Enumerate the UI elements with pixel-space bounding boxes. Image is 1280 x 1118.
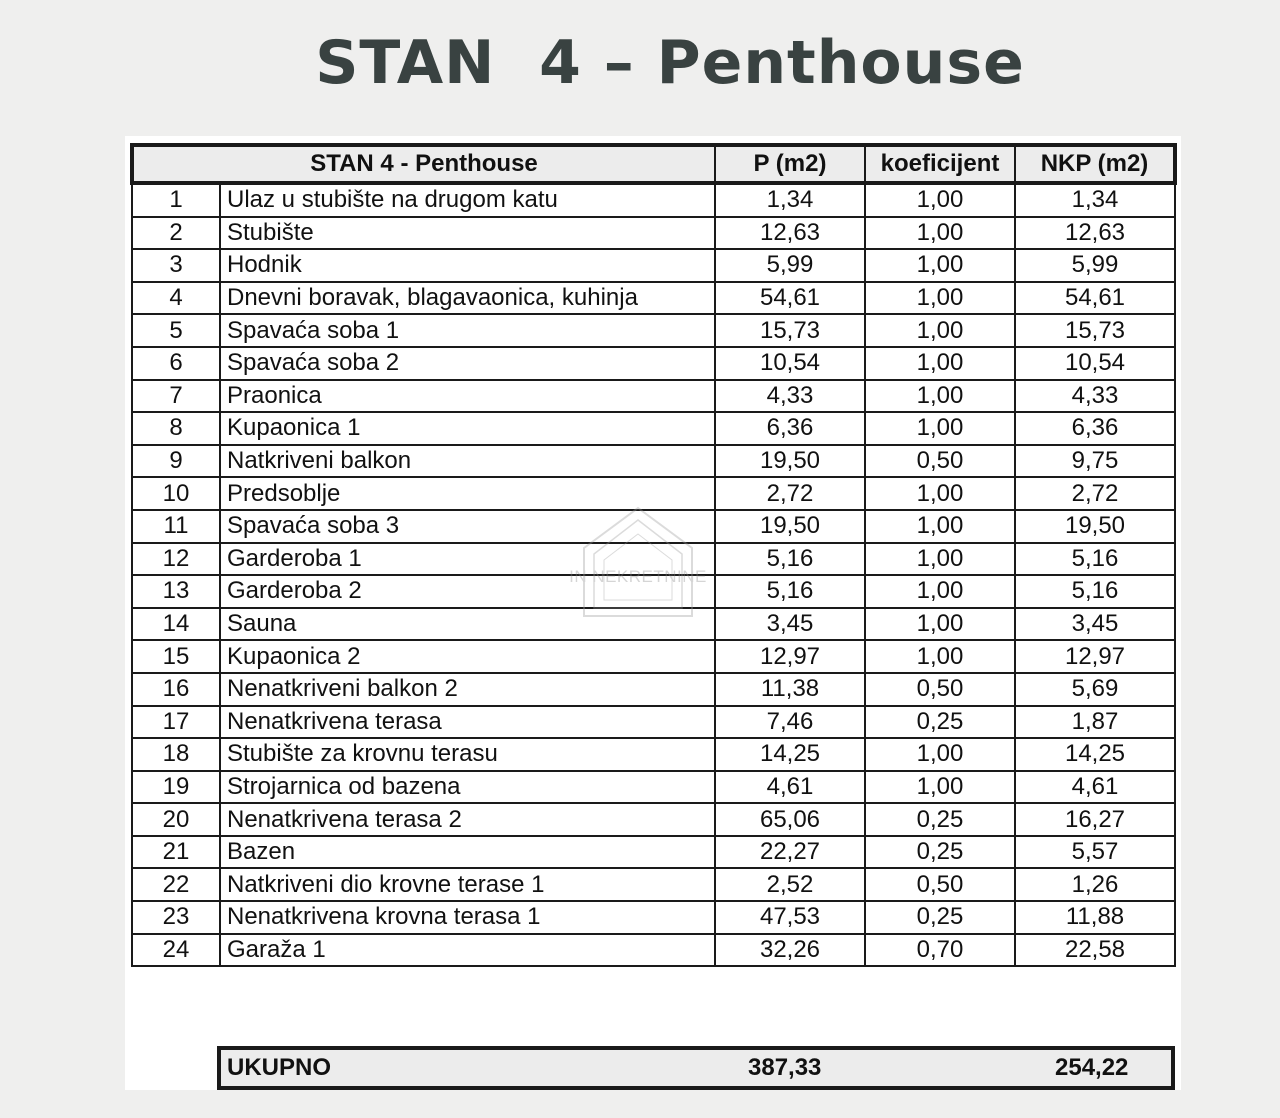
room-area: 19,50: [715, 445, 865, 478]
room-coefficient: 1,00: [865, 249, 1015, 282]
room-net-area: 5,16: [1015, 543, 1175, 576]
row-number: 16: [132, 673, 220, 706]
room-area: 22,27: [715, 836, 865, 869]
room-net-area: 6,36: [1015, 412, 1175, 445]
room-name: Kupaonica 1: [220, 412, 715, 445]
room-net-area: 11,88: [1015, 901, 1175, 934]
table-row: [132, 412, 1175, 445]
room-coefficient: 1,00: [865, 640, 1015, 673]
row-number: 15: [132, 640, 220, 673]
room-coefficient: 0,50: [865, 868, 1015, 901]
room-net-area: 1,34: [1015, 183, 1175, 217]
room-net-area: 15,73: [1015, 314, 1175, 347]
total-label: UKUPNO: [227, 1054, 332, 1081]
room-coefficient: 1,00: [865, 510, 1015, 543]
room-net-area: 5,99: [1015, 249, 1175, 282]
room-area: 1,34: [715, 183, 865, 217]
table-row: [132, 347, 1175, 380]
room-net-area: 4,33: [1015, 380, 1175, 413]
room-area: 12,63: [715, 217, 865, 250]
row-number: 17: [132, 706, 220, 739]
room-area: 54,61: [715, 282, 865, 315]
row-number: 4: [132, 282, 220, 315]
row-number: 13: [132, 575, 220, 608]
header-area: P (m2): [715, 145, 865, 183]
room-name: Dnevni boravak, blagavaonica, kuhinja: [220, 282, 715, 315]
row-number: 20: [132, 803, 220, 836]
total-row: [217, 1046, 1175, 1090]
header-apartment: STAN 4 - Penthouse: [132, 145, 715, 183]
row-number: 11: [132, 510, 220, 543]
table-row: [132, 183, 1175, 217]
room-net-area: 54,61: [1015, 282, 1175, 315]
table-row: [132, 380, 1175, 413]
room-coefficient: 1,00: [865, 217, 1015, 250]
room-name: Nenatkrivena terasa: [220, 706, 715, 739]
room-area: 10,54: [715, 347, 865, 380]
room-coefficient: 1,00: [865, 347, 1015, 380]
room-coefficient: 1,00: [865, 412, 1015, 445]
row-number: 19: [132, 771, 220, 804]
room-net-area: 14,25: [1015, 738, 1175, 771]
room-name: Predsoblje: [220, 477, 715, 510]
room-name: Garaža 1: [220, 934, 715, 967]
room-name: Ulaz u stubište na drugom katu: [220, 183, 715, 217]
room-name: Spavaća soba 2: [220, 347, 715, 380]
table-row: [132, 706, 1175, 739]
table-row: [132, 314, 1175, 347]
room-name: Sauna: [220, 608, 715, 641]
room-name: Spavaća soba 1: [220, 314, 715, 347]
room-area: 3,45: [715, 608, 865, 641]
room-name: Garderoba 1: [220, 543, 715, 576]
room-coefficient: 1,00: [865, 477, 1015, 510]
room-area: 12,97: [715, 640, 865, 673]
room-net-area: 16,27: [1015, 803, 1175, 836]
room-area: 4,61: [715, 771, 865, 804]
room-coefficient: 0,70: [865, 934, 1015, 967]
room-coefficient: 0,25: [865, 836, 1015, 869]
room-name: Kupaonica 2: [220, 640, 715, 673]
room-area: 2,72: [715, 477, 865, 510]
row-number: 6: [132, 347, 220, 380]
room-net-area: 19,50: [1015, 510, 1175, 543]
row-number: 8: [132, 412, 220, 445]
room-area: 7,46: [715, 706, 865, 739]
room-area: 6,36: [715, 412, 865, 445]
table-row: [132, 868, 1175, 901]
room-net-area: 5,69: [1015, 673, 1175, 706]
room-net-area: 1,87: [1015, 706, 1175, 739]
room-area: 19,50: [715, 510, 865, 543]
room-name: Nenatkrivena krovna terasa 1: [220, 901, 715, 934]
table-row: [132, 803, 1175, 836]
row-number: 1: [132, 183, 220, 217]
room-name: Hodnik: [220, 249, 715, 282]
room-area: 15,73: [715, 314, 865, 347]
table-row: [132, 901, 1175, 934]
table-row: [132, 738, 1175, 771]
table-row: [132, 575, 1175, 608]
table-row: [132, 249, 1175, 282]
room-net-area: 10,54: [1015, 347, 1175, 380]
table-row: [132, 836, 1175, 869]
row-number: 22: [132, 868, 220, 901]
room-coefficient: 1,00: [865, 738, 1015, 771]
room-name: Strojarnica od bazena: [220, 771, 715, 804]
room-coefficient: 1,00: [865, 608, 1015, 641]
room-name: Garderoba 2: [220, 575, 715, 608]
table-row: [132, 543, 1175, 576]
row-number: 7: [132, 380, 220, 413]
room-name: Natkriveni balkon: [220, 445, 715, 478]
row-number: 21: [132, 836, 220, 869]
room-name: Nenatkriveni balkon 2: [220, 673, 715, 706]
room-net-area: 1,26: [1015, 868, 1175, 901]
room-net-area: 12,97: [1015, 640, 1175, 673]
room-coefficient: 0,50: [865, 673, 1015, 706]
room-area: 2,52: [715, 868, 865, 901]
room-coefficient: 1,00: [865, 282, 1015, 315]
room-name: Nenatkrivena terasa 2: [220, 803, 715, 836]
room-net-area: 5,57: [1015, 836, 1175, 869]
row-number: 2: [132, 217, 220, 250]
room-net-area: 5,16: [1015, 575, 1175, 608]
table-header-row: [132, 145, 1175, 183]
row-number: 10: [132, 477, 220, 510]
room-name: Stubište: [220, 217, 715, 250]
header-coefficient: koeficijent: [865, 145, 1015, 183]
room-area: 5,16: [715, 543, 865, 576]
table-row: [132, 608, 1175, 641]
room-area: 4,33: [715, 380, 865, 413]
row-number: 24: [132, 934, 220, 967]
row-number: 14: [132, 608, 220, 641]
table-body: [132, 183, 1175, 966]
room-net-area: 4,61: [1015, 771, 1175, 804]
table-row: [132, 510, 1175, 543]
room-area: 47,53: [715, 901, 865, 934]
room-net-area: 3,45: [1015, 608, 1175, 641]
room-area: 5,16: [715, 575, 865, 608]
table-row: [132, 217, 1175, 250]
row-number: 23: [132, 901, 220, 934]
room-area: 11,38: [715, 673, 865, 706]
table-row: [132, 445, 1175, 478]
room-name: Spavaća soba 3: [220, 510, 715, 543]
room-area: 32,26: [715, 934, 865, 967]
total-net-area: 254,22: [1055, 1054, 1129, 1081]
room-area: 65,06: [715, 803, 865, 836]
row-number: 3: [132, 249, 220, 282]
room-area: 14,25: [715, 738, 865, 771]
room-area: 5,99: [715, 249, 865, 282]
table-row: [132, 934, 1175, 967]
room-coefficient: 1,00: [865, 543, 1015, 576]
room-coefficient: 1,00: [865, 183, 1015, 217]
room-coefficient: 1,00: [865, 380, 1015, 413]
area-table: [130, 143, 1177, 967]
watermark-text: IN NEKRETNINE: [569, 567, 707, 586]
room-net-area: 22,58: [1015, 934, 1175, 967]
table-row: [132, 477, 1175, 510]
table-row: [132, 640, 1175, 673]
room-coefficient: 1,00: [865, 771, 1015, 804]
room-coefficient: 0,25: [865, 901, 1015, 934]
room-name: Praonica: [220, 380, 715, 413]
room-coefficient: 1,00: [865, 575, 1015, 608]
row-number: 12: [132, 543, 220, 576]
row-number: 5: [132, 314, 220, 347]
room-net-area: 2,72: [1015, 477, 1175, 510]
room-net-area: 12,63: [1015, 217, 1175, 250]
total-area: 387,33: [748, 1054, 822, 1081]
row-number: 9: [132, 445, 220, 478]
room-coefficient: 1,00: [865, 314, 1015, 347]
table-row: [132, 771, 1175, 804]
room-net-area: 9,75: [1015, 445, 1175, 478]
table-row: [132, 282, 1175, 315]
table-row: [132, 673, 1175, 706]
page-title: STAN 4 – Penthouse: [315, 28, 1025, 98]
row-number: 18: [132, 738, 220, 771]
room-coefficient: 0,50: [865, 445, 1015, 478]
room-name: Bazen: [220, 836, 715, 869]
room-coefficient: 0,25: [865, 706, 1015, 739]
room-coefficient: 0,25: [865, 803, 1015, 836]
room-name: Natkriveni dio krovne terase 1: [220, 868, 715, 901]
header-net-area: NKP (m2): [1015, 145, 1175, 183]
room-name: Stubište za krovnu terasu: [220, 738, 715, 771]
